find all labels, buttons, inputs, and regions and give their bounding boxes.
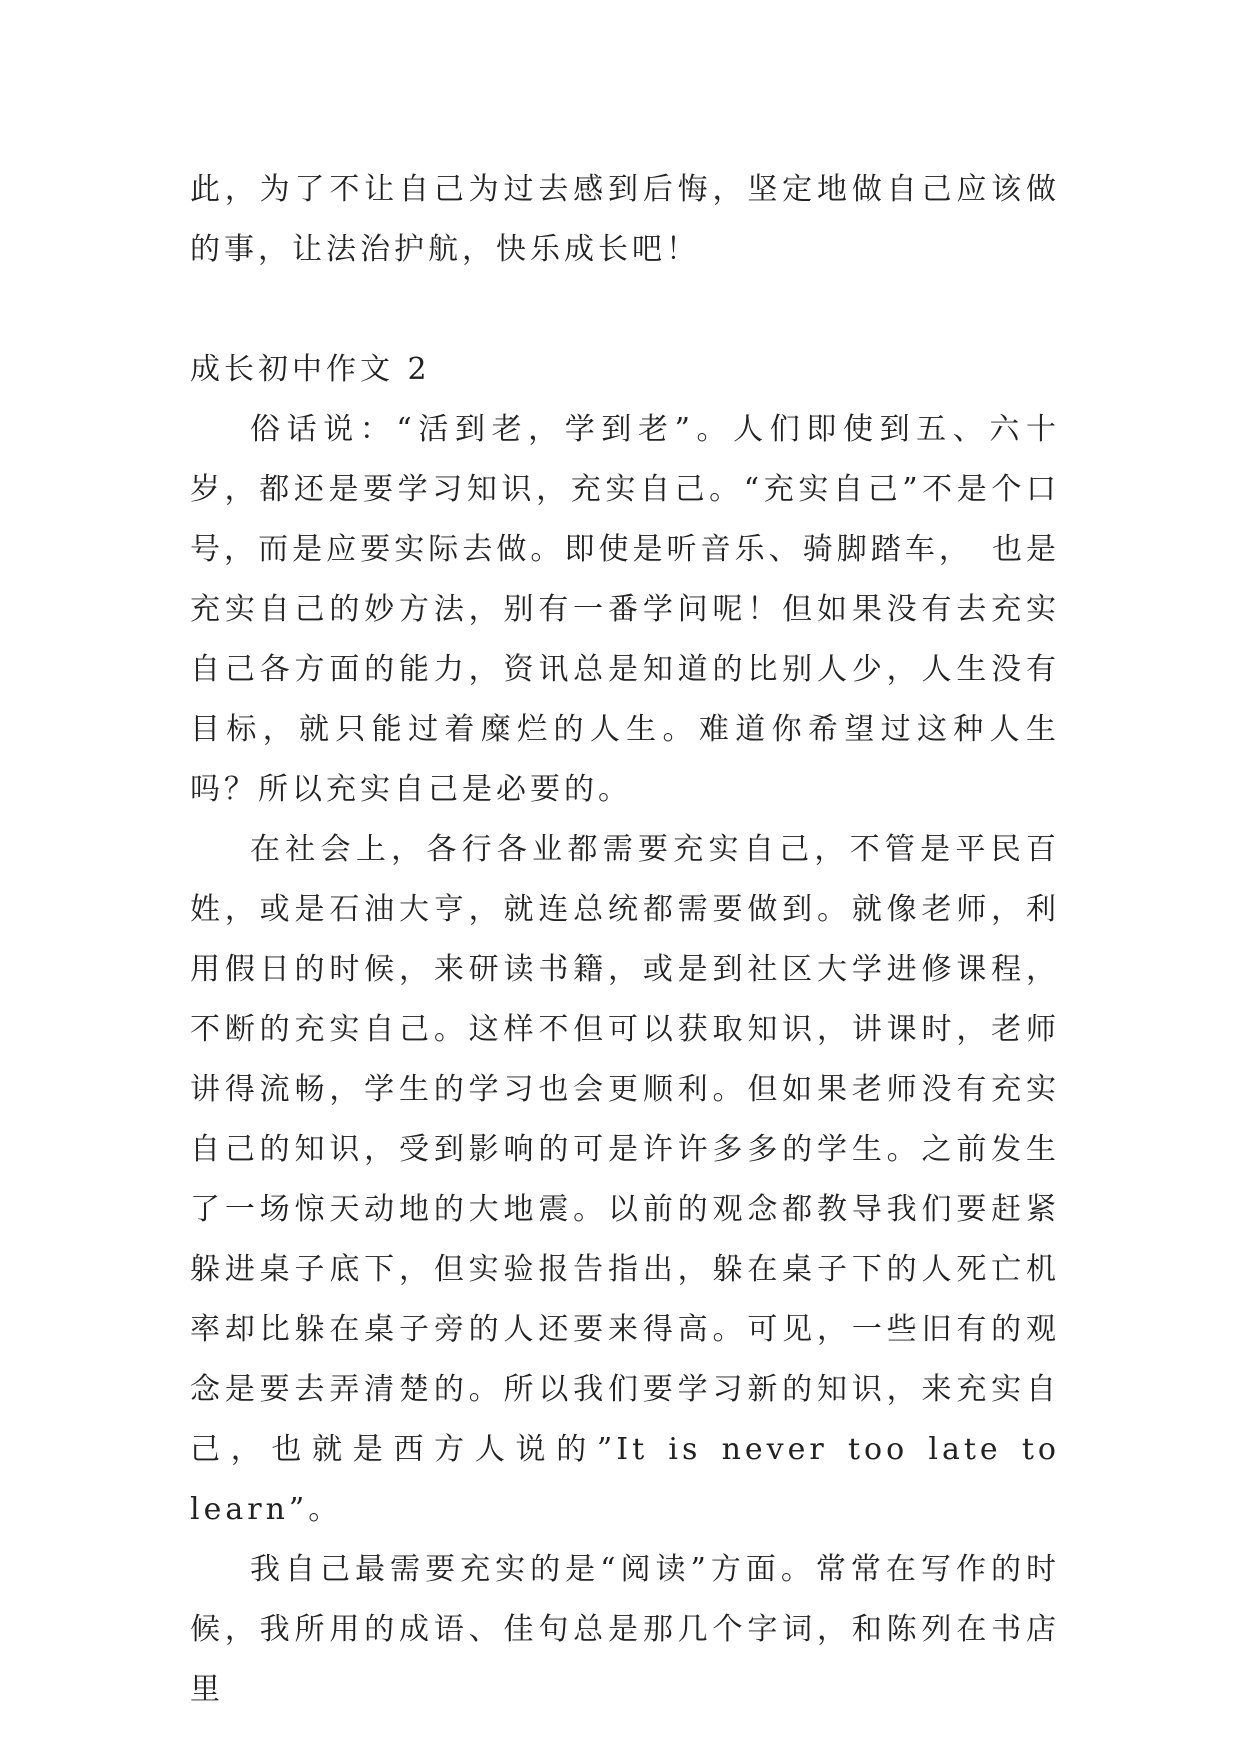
paragraph-2: 在社会上，各行各业都需要充实自己，不管是平民百姓，或是石油大亨，就连总统都需要做到。就像老师，利用假日的时候，来研读书籍，或是到社区大学进修课程，不断的充实自己。这样不但可以获取知识，讲课时，老师讲得流畅，学生的学习也会更顺利。但如果老师没有充实自己的知识，受到影响的可是许许多多的学生。之前发生了一场惊天动地的大地震。以前的观念都教导我们要赶紧躲进桌子底下，但实验报告指出，躲在桌子下的人死亡机率却比躲在桌子旁的人还要来得高。可见，一些旧有的观念是要去弄清楚的。所以我们要学习新的知识，来充实自己，也就是西方人说的”It is never too late to learn”。: [190, 832, 1060, 1527]
paragraph-3: 我自己最需要充实的是“阅读”方面。常常在写作的时候，我所用的成语、佳句总是那几个字词，和陈列在书店里: [190, 1552, 1060, 1707]
section-title: 成长初中作文 2: [190, 352, 431, 387]
document-body: [190, 160, 1060, 1720]
paragraph-1: 俗话说：“活到老，学到老”。人们即使到五、六十岁，都还是要学习知识，充实自己。“充实自己”不是个口号，而是应要实际去做。即使是听音乐、骑脚踏车， 也是充实自己的妙方法，别有一番学问呢！但如果没有去充实自己各方面的能力，资讯总是知道的比别人少，人生没有目标，就只能过着糜烂的人生。难道你希望过这种人生吗？所以充实自己是必要的。: [190, 412, 1060, 807]
continuation-paragraph: 此，为了不让自己为过去感到后悔，坚定地做自己应该做的事，让法治护航，快乐成长吧！: [190, 172, 1060, 267]
